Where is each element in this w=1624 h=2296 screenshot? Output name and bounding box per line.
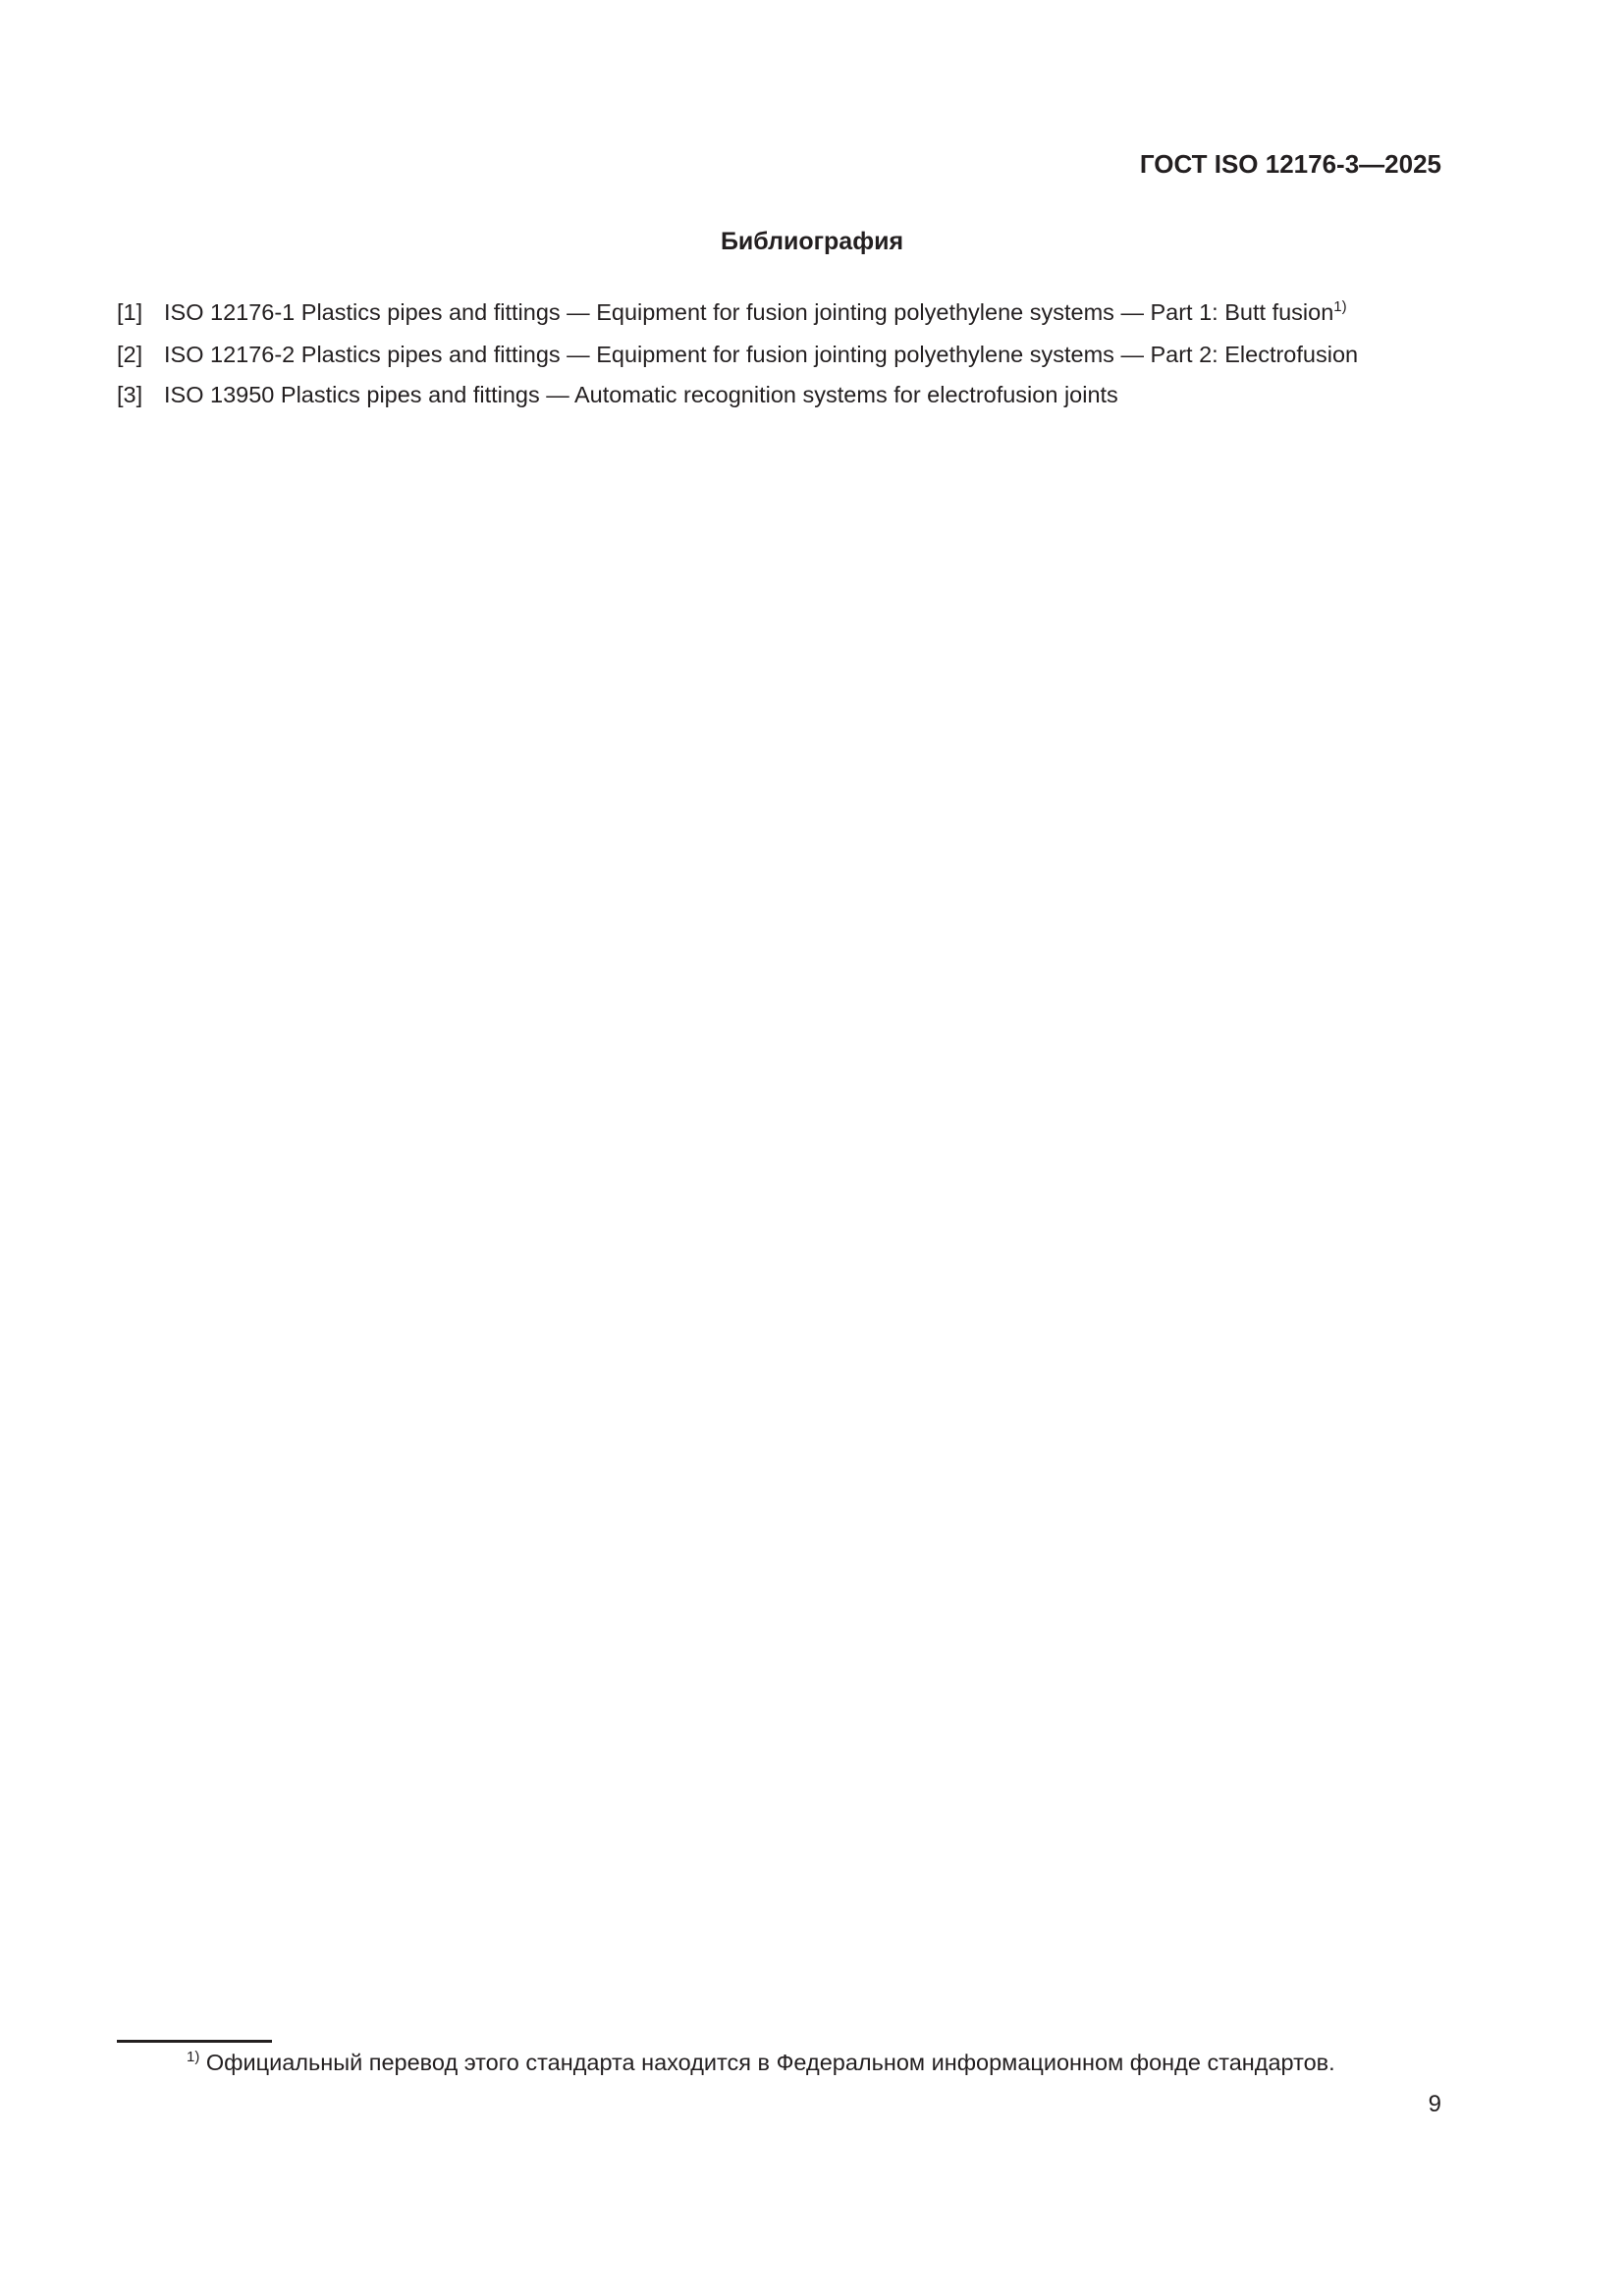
reference-item bbox=[117, 382, 1118, 408]
footnote bbox=[187, 2050, 1335, 2076]
footnote-separator bbox=[117, 2040, 272, 2043]
document-header: ГОСТ ISO 12176-3—2025 bbox=[1139, 149, 1441, 179]
reference-number: [2] bbox=[117, 342, 143, 367]
reference-number: [1] bbox=[117, 299, 143, 325]
page-number: 9 bbox=[1428, 2091, 1441, 2117]
footnote-mark: 1) bbox=[187, 2049, 200, 2065]
reference-text: ISO 12176-1 Plastics pipes and fittings — Equipment for fusion jointing polyethylene systems — Part 1: Butt fusion bbox=[164, 299, 1334, 325]
footnote-text: Официальный перевод этого стандарта находится в Федеральном информационном фонде стандартов. bbox=[205, 2050, 1335, 2075]
reference-text: ISO 12176-2 Plastics pipes and fittings — Equipment for fusion jointing polyethylene systems — Part 2: Electrofusion bbox=[164, 342, 1359, 367]
reference-text: ISO 13950 Plastics pipes and fittings — Automatic recognition systems for electrofusion joints bbox=[164, 382, 1118, 407]
reference-number: [3] bbox=[117, 382, 143, 407]
page-title: Библиография bbox=[720, 228, 904, 255]
footnote-mark: 1) bbox=[1333, 298, 1347, 315]
reference-item bbox=[117, 342, 1358, 368]
reference-item bbox=[117, 299, 1347, 326]
